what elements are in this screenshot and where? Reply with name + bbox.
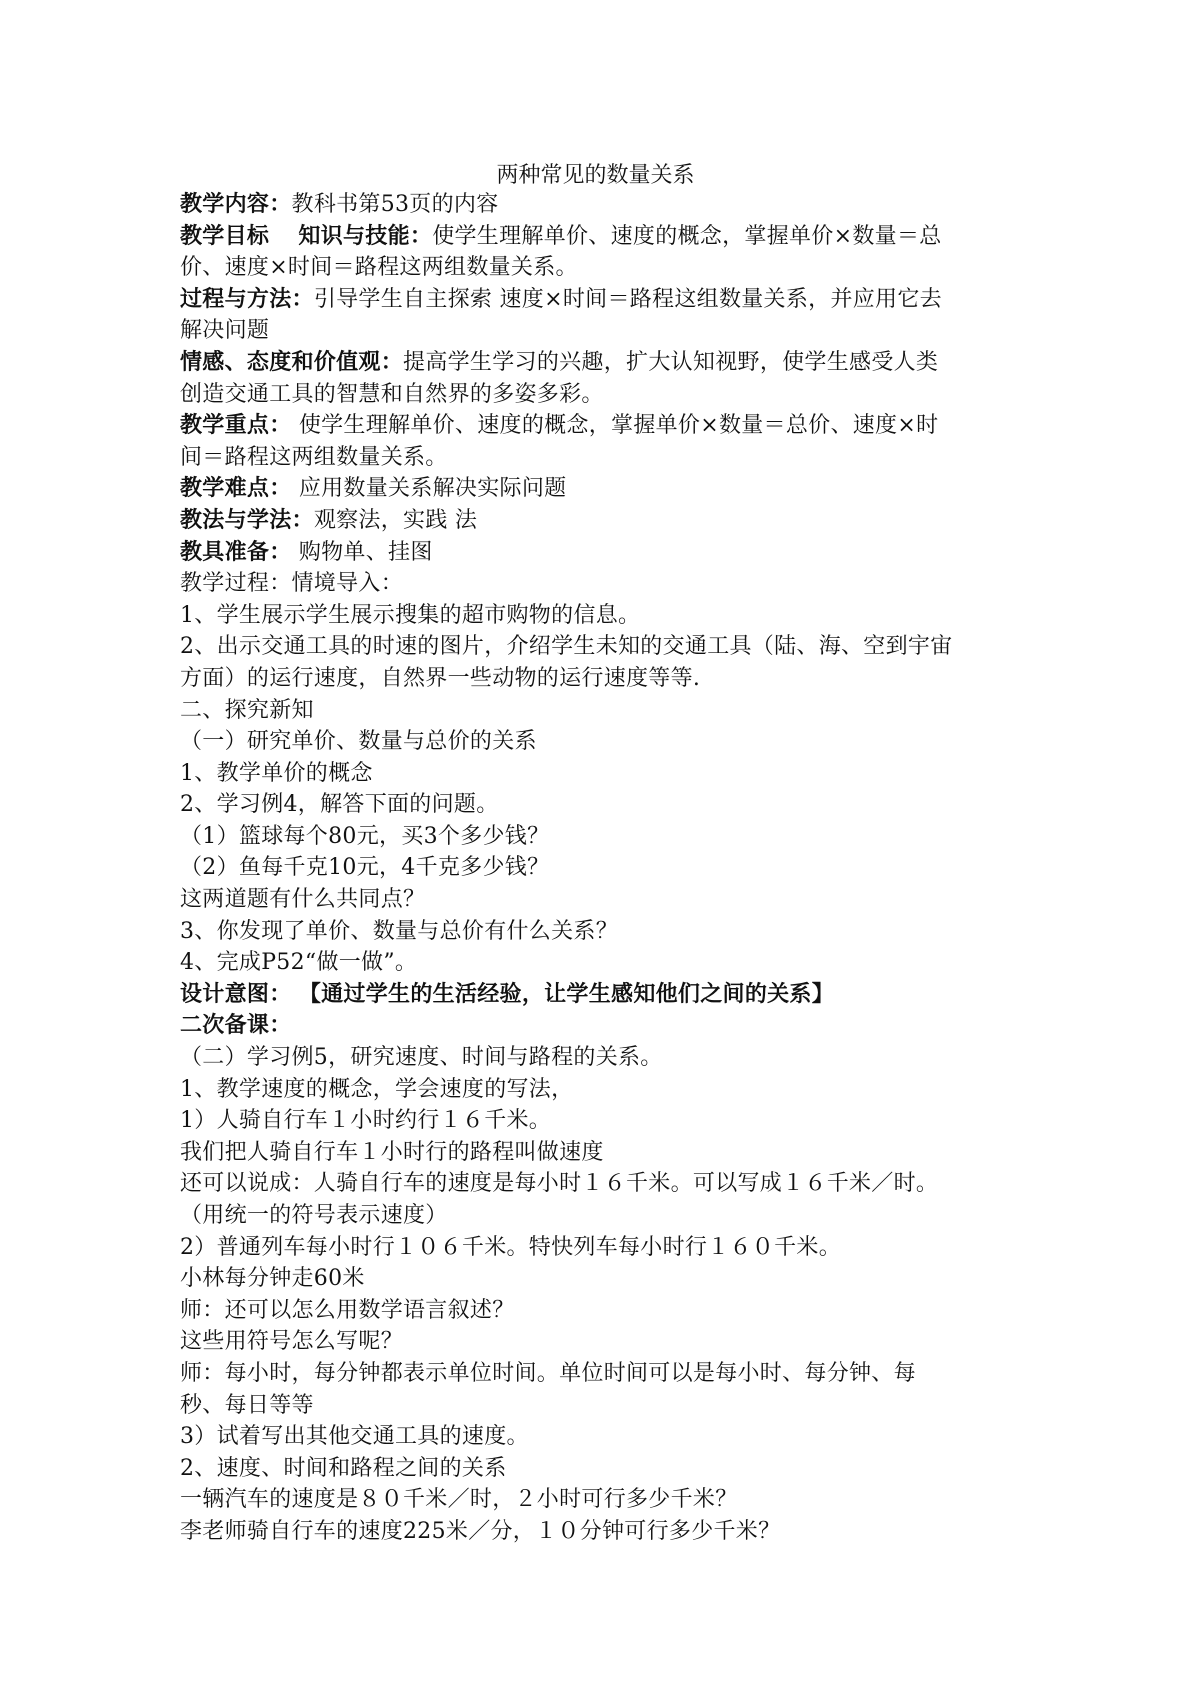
skill-text: 使学生理解单价、速度的概念，掌握单价×数量＝总 <box>432 223 942 249</box>
text-line: 还可以说成：人骑自行车的速度是每小时１６千米。可以写成１６千米／时。 <box>180 1171 939 1197</box>
text-line: 小林每分钟走60米 <box>180 1266 365 1292</box>
emotion-text-cont: 创造交通工具的智慧和自然界的多姿多彩。 <box>180 381 604 407</box>
tools-text: 购物单、挂图 <box>298 539 433 565</box>
subsection-heading: （二）学习例5，研究速度、时间与路程的关系。 <box>180 1045 663 1071</box>
emotion-text: 提高学生学习的兴趣，扩大认知视野，使学生感受人类 <box>403 349 939 375</box>
text-line: 3）试着写出其他交通工具的速度。 <box>180 1424 529 1450</box>
page-title: 两种常见的数量关系 <box>496 163 695 188</box>
skill-text-cont: 价、速度×时间＝路程这两组数量关系。 <box>180 255 578 281</box>
emotion-label: 情感、态度和价值观： <box>180 348 404 375</box>
content-line <box>180 189 1015 221</box>
difficulty-label: 教学难点： <box>180 475 292 502</box>
text-line: 秒、每日等等 <box>180 1392 314 1418</box>
question-line: （2）鱼每千克10元，4千克多少钱？ <box>180 855 550 881</box>
difficulty-text: 应用数量关系解决实际问题 <box>298 476 567 502</box>
process-line <box>180 284 1015 316</box>
text-line: 我们把人骑自行车１小时行的路程叫做速度 <box>180 1139 604 1165</box>
focus-text: 使学生理解单价、速度的概念，掌握单价×数量＝总价、速度×时 <box>298 413 939 439</box>
emotion-line <box>180 347 1015 379</box>
text-line: 这些用符号怎么写呢？ <box>180 1329 404 1355</box>
method-label: 教法与学法： <box>180 506 314 533</box>
goal-line <box>180 221 1015 253</box>
text-line: 教学过程：情境导入： <box>180 571 404 597</box>
method-text: 观察法，实践 法 <box>313 507 478 533</box>
design-label: 设计意图： <box>180 980 292 1007</box>
text-line: （用统一的符号表示速度） <box>180 1203 448 1228</box>
content-text: 教科书第53页的内容 <box>291 192 499 217</box>
tools-label: 教具准备： <box>180 538 292 565</box>
section-heading: 二、探究新知 <box>180 697 314 723</box>
skill-label: 知识与技能： <box>298 222 433 249</box>
question-line: （1）篮球每个80元，买3个多少钱？ <box>180 823 550 849</box>
focus-label: 教学重点： <box>180 412 292 439</box>
tools-line <box>180 537 1015 569</box>
text-line: 师：还可以怎么用数学语言叙述？ <box>180 1297 515 1323</box>
text-line: 2、学习例4，解答下面的问题。 <box>180 792 499 818</box>
text-line: 4、完成P52“做一做”。 <box>180 950 418 976</box>
process-text: 引导学生自主探索 速度×时间＝路程这组数量关系，并应用它去 <box>313 286 942 312</box>
text-line: 这两道题有什么共同点？ <box>180 887 426 913</box>
text-line: 1、教学速度的概念，学会速度的写法， <box>180 1076 574 1102</box>
method-line <box>180 505 1015 537</box>
difficulty-line <box>180 473 1015 505</box>
subsection-heading: （一）研究单价、数量与总价的关系 <box>180 729 537 755</box>
design-line <box>180 979 1015 1011</box>
text-line: 1、教学单价的概念 <box>180 760 373 786</box>
lesson-body <box>180 189 1015 1548</box>
text-line: 2）普通列车每小时行１０６千米。特快列车每小时行１６０千米。 <box>180 1234 841 1260</box>
focus-line <box>180 410 1015 442</box>
design-text: 【通过学生的生活经验，让学生感知他们之间的关系】 <box>298 980 835 1007</box>
process-text-cont: 解决问题 <box>180 318 270 344</box>
text-line: 1）人骑自行车１小时约行１６千米。 <box>180 1108 552 1134</box>
text-line: 2、出示交通工具的时速的图片，介绍学生未知的交通工具（陆、海、空到宇宙 <box>180 634 953 660</box>
focus-text-cont: 间＝路程这两组数量关系。 <box>180 444 448 470</box>
second-prep-line <box>180 1010 1015 1042</box>
process-label: 过程与方法： <box>180 285 314 312</box>
question-line: 一辆汽车的速度是８０千米／时，２小时可行多少千米？ <box>180 1487 738 1513</box>
goal-label: 教学目标 <box>180 222 270 249</box>
text-line: 2、速度、时间和路程之间的关系 <box>180 1455 507 1481</box>
content-label: 教学内容： <box>180 191 292 217</box>
text-line: 师：每小时，每分钟都表示单位时间。单位时间可以是每小时、每分钟、每 <box>180 1360 916 1386</box>
text-line: 3、你发现了单价、数量与总价有什么关系？ <box>180 918 618 944</box>
second-prep-label: 二次备课： <box>180 1012 292 1039</box>
question-line: 李老师骑自行车的速度225米／分，１０分钟可行多少千米？ <box>180 1518 781 1544</box>
text-line: 1、学生展示学生展示搜集的超市购物的信息。 <box>180 602 641 628</box>
text-line: 方面）的运行速度，自然界一些动物的运行速度等等. <box>180 665 701 691</box>
